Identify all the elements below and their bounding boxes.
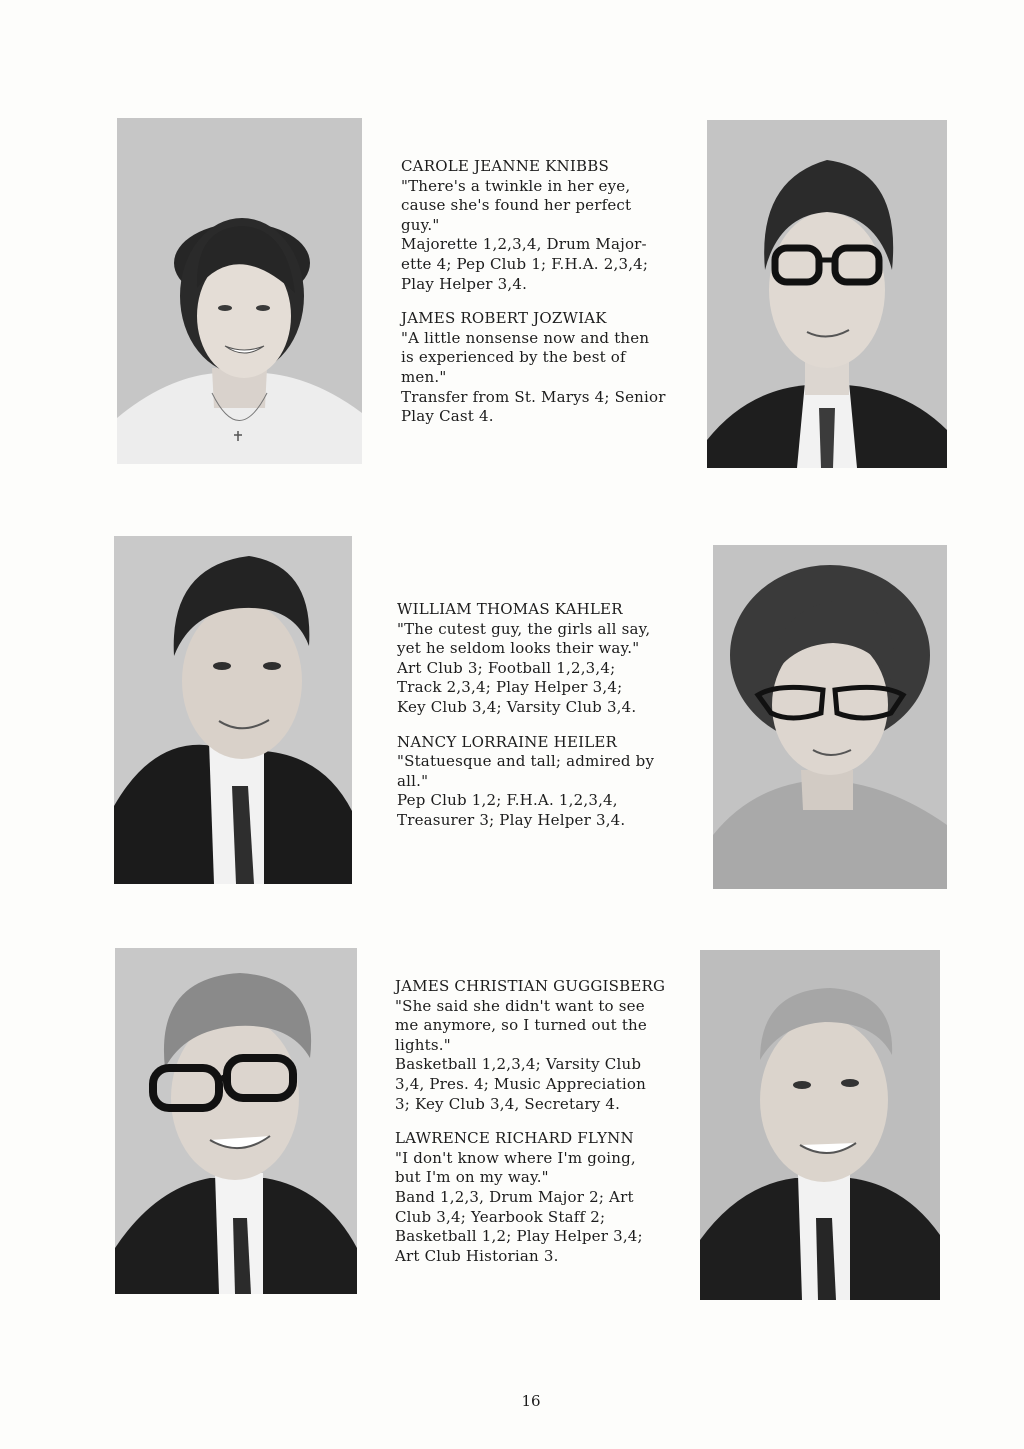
senior-quote-line: "A little nonsense now and then — [401, 328, 650, 347]
senior-quote-line: is experienced by the best of — [401, 348, 626, 367]
senior-entry — [401, 157, 666, 294]
senior-quote-line: guy." — [401, 215, 440, 234]
senior-activities-line: Basketball 1,2,3,4; Varsity Club — [395, 1055, 642, 1074]
senior-name: CAROLE JEANNE KNIBBS — [401, 157, 609, 175]
senior-activities-line: 3,4, Pres. 4; Music Appreciation — [395, 1074, 646, 1093]
bio-block-bottom — [395, 977, 665, 1266]
senior-quote-line: "She said she didn't want to see — [395, 996, 645, 1015]
senior-activities-line: Transfer from St. Marys 4; Senior — [401, 387, 666, 406]
senior-activities-line: 3; Key Club 3,4, Secretary 4. — [395, 1094, 621, 1113]
senior-entry — [395, 977, 665, 1114]
senior-activities-line: Track 2,3,4; Play Helper 3,4; — [397, 678, 623, 697]
senior-quote-line: yet he seldom looks their way." — [397, 639, 640, 658]
senior-activities-line: ette 4; Pep Club 1; F.H.A. 2,3,4; — [401, 254, 649, 273]
senior-activities-line: Art Club 3; Football 1,2,3,4; — [397, 658, 616, 677]
portrait-james-christian-guggisberg — [115, 948, 357, 1294]
senior-activities-line: Treasurer 3; Play Helper 3,4. — [397, 810, 626, 829]
portrait-james-robert-jozwiak — [707, 120, 947, 468]
senior-quote-line: all." — [397, 771, 429, 790]
senior-activities-line: Art Club Historian 3. — [395, 1246, 559, 1265]
portrait-nancy-lorraine-heiler — [713, 545, 947, 889]
bio-block-top — [401, 157, 666, 427]
senior-activities-line: Pep Club 1,2; F.H.A. 1,2,3,4, — [397, 791, 618, 810]
senior-entry — [397, 600, 654, 718]
senior-activities-line: Play Cast 4. — [401, 407, 494, 426]
portrait-carole-jeanne-knibbs — [117, 118, 362, 464]
senior-entry — [397, 733, 654, 831]
senior-quote-line: "The cutest guy, the girls all say, — [397, 619, 651, 638]
senior-activities-line: Basketball 1,2; Play Helper 3,4; — [395, 1227, 643, 1246]
senior-name: WILLIAM THOMAS KAHLER — [397, 600, 623, 618]
portrait-william-thomas-kahler — [114, 536, 352, 884]
page-number: 16 — [521, 1392, 541, 1410]
senior-activities-line: Band 1,2,3, Drum Major 2; Art — [395, 1187, 634, 1206]
senior-quote-line: "Statuesque and tall; admired by — [397, 752, 655, 771]
senior-name: NANCY LORRAINE HEILER — [397, 732, 618, 751]
senior-quote-line: but I'm on my way." — [395, 1168, 549, 1187]
senior-entry — [395, 1129, 665, 1266]
senior-activities-line: Majorette 1,2,3,4, Drum Major- — [401, 235, 647, 254]
senior-quote-line: "There's a twinkle in her eye, — [401, 176, 631, 195]
senior-quote-line: lights." — [395, 1035, 451, 1054]
senior-activities-line: Play Helper 3,4. — [401, 274, 528, 293]
senior-quote-line: "I don't know where I'm going, — [395, 1148, 636, 1167]
senior-name: LAWRENCE RICHARD FLYNN — [395, 1129, 634, 1148]
senior-quote-line: men." — [401, 367, 447, 386]
senior-activities-line: Key Club 3,4; Varsity Club 3,4. — [397, 697, 637, 716]
senior-activities-line: Club 3,4; Yearbook Staff 2; — [395, 1207, 606, 1226]
senior-entry — [401, 309, 666, 427]
senior-name: JAMES CHRISTIAN GUGGISBERG — [395, 977, 666, 995]
senior-quote-line: cause she's found her perfect — [401, 196, 632, 215]
senior-name: JAMES ROBERT JOZWIAK — [401, 309, 607, 328]
senior-quote-line: me anymore, so I turned out the — [395, 1016, 647, 1035]
bio-block-middle — [397, 600, 654, 831]
portrait-lawrence-richard-flynn — [700, 950, 940, 1300]
